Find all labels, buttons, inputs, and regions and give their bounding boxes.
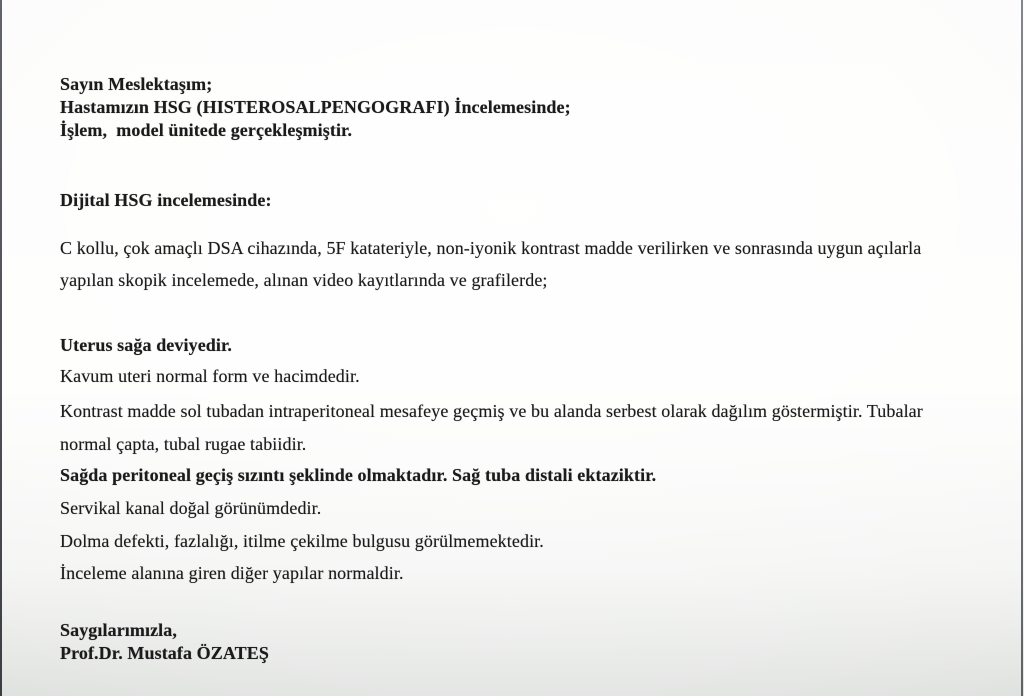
technique-line-2: yapılan skopik incelemede, alınan video kayıtlarında ve grafilerde; xyxy=(60,270,548,290)
finding-uterus: Uterus sağa deviyedir. xyxy=(60,335,233,355)
finding-kontrast-2: normal çapta, tubal rugae tabiidir. xyxy=(60,434,307,454)
closing-signature: Prof.Dr. Mustafa ÖZATEŞ xyxy=(60,643,269,663)
finding-dolma: Dolma defekti, fazlalığı, itilme çekilme bulgusu görülmemektedir. xyxy=(60,531,544,551)
salutation-line-1: Sayın Meslektaşım; xyxy=(60,74,213,94)
technique-line-1: C kollu, çok amaçlı DSA cihazında, 5F katateriyle, non-iyonik kontrast madde verilirken ve sonrasında uygun açılarla xyxy=(60,238,922,258)
closing-regards: Saygılarımızla, xyxy=(60,620,177,640)
salutation-line-3: İşlem, model ünitede gerçekleşmiştir. xyxy=(60,120,353,140)
finding-sagda: Sağda peritoneal geçiş sızıntı şeklinde olmaktadır. Sağ tuba distali ektaziktir. xyxy=(60,465,657,485)
finding-servikal: Servikal kanal doğal görünümdedir. xyxy=(60,498,322,518)
salutation-line-2: Hastamızın HSG (HISTEROSALPENGOGRAFI) İncelemesinde; xyxy=(60,97,571,117)
finding-inceleme: İnceleme alanına giren diğer yapılar normaldir. xyxy=(60,563,404,583)
finding-kavum: Kavum uteri normal form ve hacimdedir. xyxy=(60,366,360,386)
section-heading: Dijital HSG incelemesinde: xyxy=(60,190,272,210)
finding-kontrast-1: Kontrast madde sol tubadan intraperitoneal mesafeye geçmiş ve bu alanda serbest olarak dağılım göstermiştir. Tubalar xyxy=(60,401,923,421)
